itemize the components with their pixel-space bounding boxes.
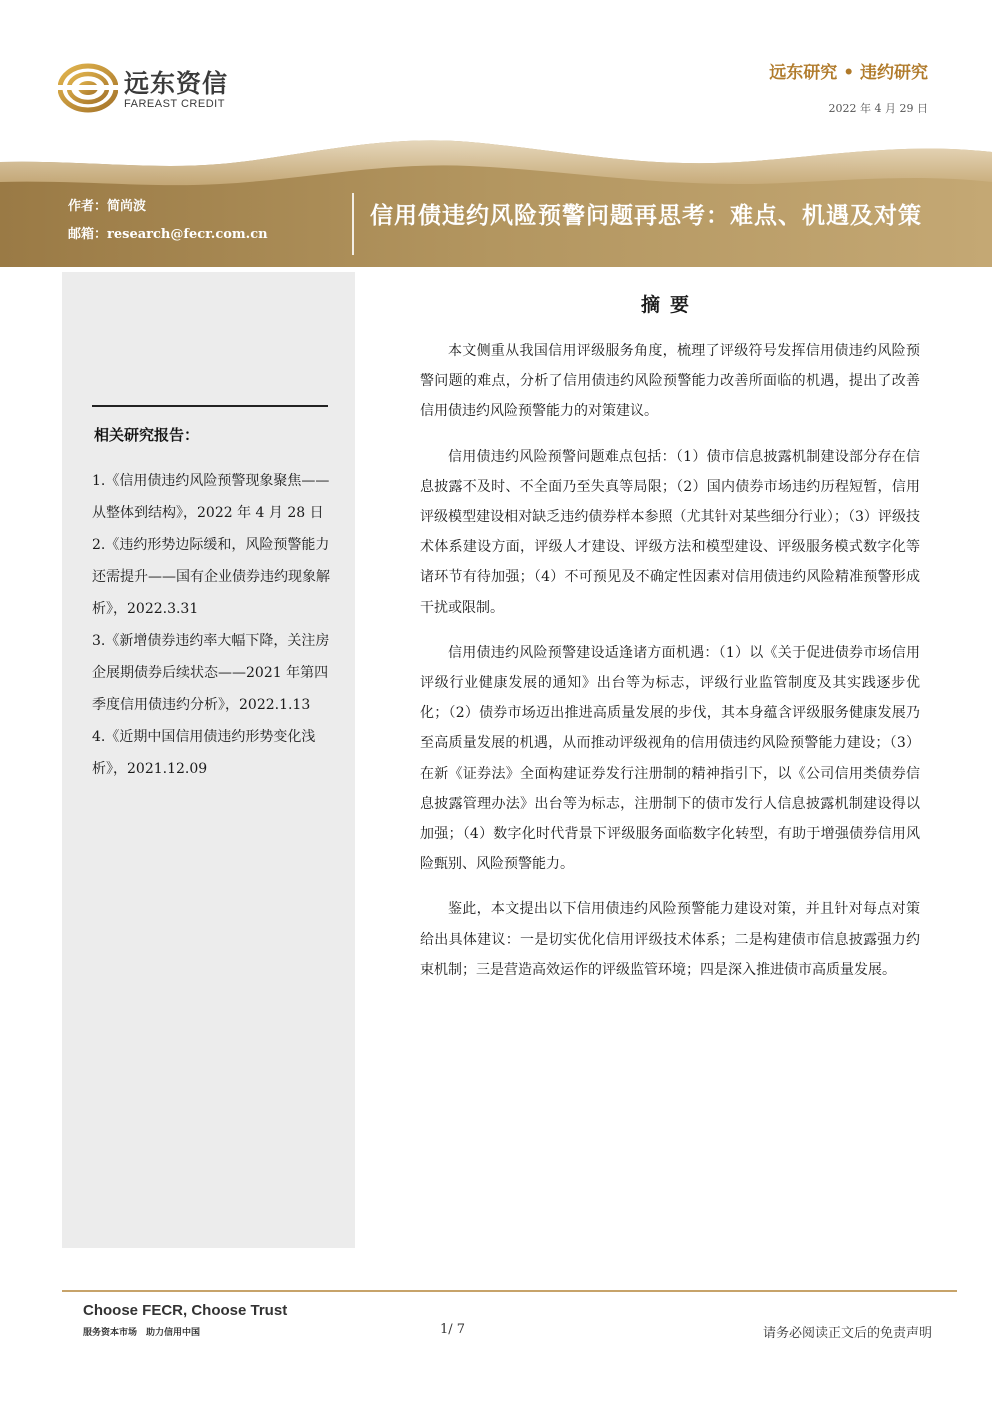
author-name: 简尚波 <box>107 199 147 214</box>
title-divider <box>352 193 354 255</box>
author-info <box>68 193 268 249</box>
related-reports-heading: 相关研究报告： <box>94 426 200 444</box>
page-number: 1/ 7 <box>440 1322 466 1337</box>
sidebar <box>62 272 355 1248</box>
abstract-body <box>420 336 920 1000</box>
related-report-item[interactable]: 2.《违约形势边际缓和，风险预警能力还需提升——国有企业债券违约现象解析》，2022.3.31 <box>92 537 330 617</box>
sidebar-rule <box>92 405 328 407</box>
author-email[interactable]: research@fecr.com.cn <box>107 227 268 242</box>
report-date: 2022 年 4 月 29 日 <box>828 102 928 115</box>
email-label: 邮箱： <box>68 227 108 242</box>
footer-rule <box>62 1290 957 1292</box>
brand-name-cn: 远东资信 <box>124 69 229 98</box>
report-series: 远东研究 • 违约研究 <box>769 63 928 83</box>
abstract-paragraph: 信用债违约风险预警问题难点包括：（1）债市信息披露机制建设部分存在信息披露不及时、不全面乃至失真等局限；（2）国内债券市场违约历程短暂，信用评级模型建设相对缺乏违约债券样本参照（尤其针对某些细分行业）；（3）评级技术体系建设方面，评级人才建设、评级方法和模型建设、评级服务模式数字化等诸环节有待加强；（4）不可预见及不确定性因素对信用债违约风险精准预警形成干扰或限制。 <box>420 448 920 616</box>
company-logo <box>58 58 258 118</box>
report-title: 信用债违约风险预警问题再思考：难点、机遇及对策 <box>370 203 922 229</box>
abstract-paragraph: 鉴此，本文提出以下信用债违约风险预警能力建设对策，并且针对每点对策给出具体建议：一是切实优化信用评级技术体系；二是构建债市信息披露强力约束机制；三是营造高效运作的评级监管环境；四是深入推进债市高质量发展。 <box>420 901 920 978</box>
disclaimer-note: 请务必阅读正文后的免责声明 <box>762 1326 932 1341</box>
related-report-item[interactable]: 4.《近期中国信用债违约形势变化浅析》，2021.12.09 <box>92 729 316 777</box>
abstract-paragraph: 本文侧重从我国信用评级服务角度，梳理了评级符号发挥信用债违约风险预警问题的难点，分析了信用债违约风险预警能力改善所面临的机遇，提出了改善信用债违约风险预警能力的对策建议。 <box>420 343 920 420</box>
author-line <box>68 193 268 221</box>
related-report-item[interactable]: 3.《新增债券违约率大幅下降，关注房企展期债券后续状态——2021 年第四季度信用债违约分析》，2022.1.13 <box>92 633 330 713</box>
logo-swirl-icon <box>58 62 118 114</box>
brand-name-en: FAREAST CREDIT <box>124 98 225 110</box>
abstract-paragraph: 信用债违约风险预警建设适逢诸方面机遇：（1）以《关于促进债券市场信用评级行业健康发展的通知》出台等为标志，评级行业监管制度及其实践逐步优化；（2）债券市场迈出推进高质量发展的步伐，其本身蕴含评级服务健康发展乃至高质量发展的机遇，从而推动评级视角的信用债违约风险预警能力建设；（3）在新《证券法》全面构建证券发行注册制的精神指引下，以《公司信用类债券信息披露管理办法》出台等为标志，注册制下的债市发行人信息披露机制建设得以加强；（4）数字化时代背景下评级服务面临数字化转型，有助于增强债券信用风险甄别、风险预警能力。 <box>420 644 920 873</box>
slogan-en: Choose FECR, Choose Trust <box>83 1302 288 1319</box>
related-reports-list <box>92 465 332 785</box>
email-line <box>68 221 268 249</box>
slogan-cn: 服务资本市场 助力信用中国 <box>83 1328 201 1338</box>
author-label: 作者： <box>68 199 108 214</box>
related-report-item[interactable]: 1.《信用债违约风险预警现象聚焦——从整体到结构》，2022 年 4 月 28 日 <box>92 473 330 521</box>
abstract-heading: 摘要 <box>640 294 699 316</box>
